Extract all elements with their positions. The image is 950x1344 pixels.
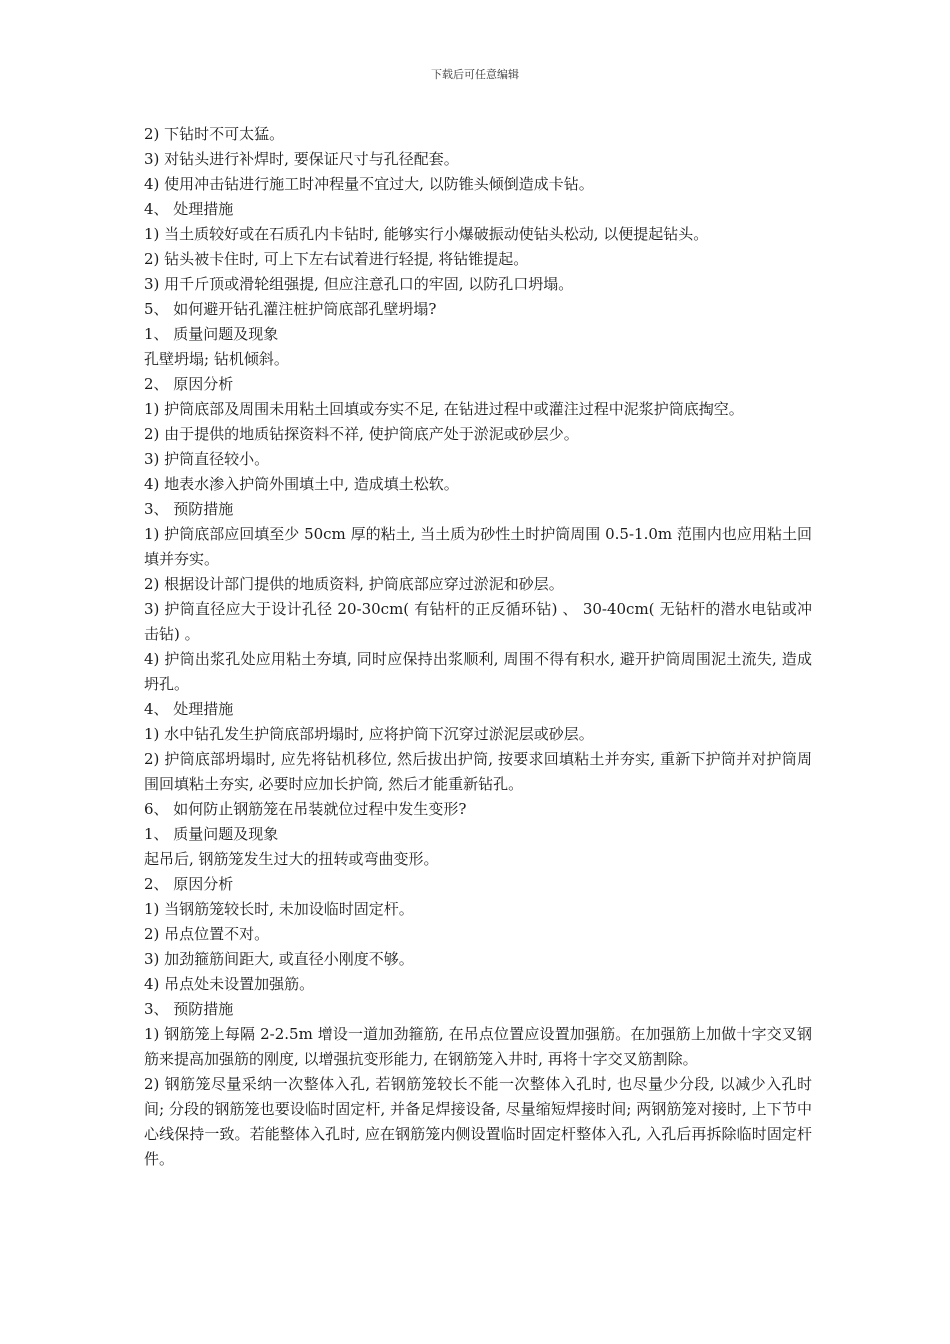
section-heading: 3、 预防措施 — [144, 1000, 234, 1018]
text-paragraph: 3) 护筒直径应大于设计孔径 20-30cm( 有钻杆的正反循环钻) 、 30-40cm( 无钻杆的潜水电钻或冲击钻) 。 — [144, 600, 812, 643]
section-heading: 2、 原因分析 — [144, 375, 234, 393]
text-line: 3) 护筒直径较小。 — [144, 450, 270, 468]
section-heading: 3、 预防措施 — [144, 500, 234, 518]
text-paragraph: 2) 钢筋笼尽量采纳一次整体入孔, 若钢筋笼较长不能一次整体入孔时, 也尽量少分段, 以减少入孔时间; 分段的钢筋笼也要设临时固定杆, 并备足焊接设备, 尽量缩短焊接时间; 两钢筋笼对接时, 上下节中心线保持一致。若能整体入孔时, 应在钢筋笼内侧设置临时固定杆整体入孔, 入孔后再拆除临时固定杆件。 — [144, 1075, 812, 1168]
text-line: 3) 用千斤顶或滑轮组强提, 但应注意孔口的牢固, 以防孔口坍塌。 — [144, 275, 574, 293]
text-line: 4) 吊点处未设置加强筋。 — [144, 975, 315, 993]
text-line: 2) 根据设计部门提供的地质资料, 护筒底部应穿过淤泥和砂层。 — [144, 575, 564, 593]
section-heading: 4、 处理措施 — [144, 700, 234, 718]
section-heading: 4、 处理措施 — [144, 200, 234, 218]
text-line: 3) 对钻头进行补焊时, 要保证尺寸与孔径配套。 — [144, 150, 459, 168]
text-line: 4) 使用冲击钻进行施工时冲程量不宜过大, 以防锥头倾倒造成卡钻。 — [144, 175, 594, 193]
document-body — [144, 122, 812, 1172]
question-heading: 6、 如何防止钢筋笼在吊装就位过程中发生变形? — [144, 800, 467, 818]
section-heading: 2、 原因分析 — [144, 875, 234, 893]
text-line: 2) 下钻时不可太猛。 — [144, 125, 285, 143]
text-paragraph: 1) 护筒底部及周围未用粘土回填或夯实不足, 在钻进过程中或灌注过程中泥浆护筒底掏空。 — [144, 400, 744, 418]
text-line: 3) 加劲箍筋间距大, 或直径小刚度不够。 — [144, 950, 414, 968]
text-line: 1) 水中钻孔发生护筒底部坍塌时, 应将护筒下沉穿过淤泥层或砂层。 — [144, 725, 594, 743]
text-paragraph: 1) 钢筋笼上每隔 2-2.5m 增设一道加劲箍筋, 在吊点位置应设置加强筋。在加强筋上加做十字交叉钢筋来提高加强筋的刚度, 以增强抗变形能力, 在钢筋笼入井时, 再将十字交叉筋割除。 — [144, 1025, 812, 1068]
text-line: 4) 地表水渗入护筒外围填土中, 造成填土松软。 — [144, 475, 459, 493]
text-line: 1) 当土质较好或在石质孔内卡钻时, 能够实行小爆破振动使钻头松动, 以便提起钻头。 — [144, 225, 709, 243]
section-heading: 1、 质量问题及现象 — [144, 825, 279, 843]
page-header: 下载后可任意编辑 — [431, 68, 519, 81]
section-heading: 1、 质量问题及现象 — [144, 325, 279, 343]
text-paragraph: 1) 护筒底部应回填至少 50cm 厚的粘土, 当土质为砂性土时护筒周围 0.5-1.0m 范围内也应用粘土回填并夯实。 — [144, 525, 812, 568]
text-line: 2) 由于提供的地质钻探资料不祥, 使护筒底产处于淤泥或砂层少。 — [144, 425, 579, 443]
text-line: 1) 当钢筋笼较长时, 未加设临时固定杆。 — [144, 900, 414, 918]
question-heading: 5、 如何避开钻孔灌注桩护筒底部孔壁坍塌? — [144, 300, 437, 318]
text-line: 起吊后, 钢筋笼发生过大的扭转或弯曲变形。 — [144, 850, 439, 868]
text-line: 孔壁坍塌; 钻机倾斜。 — [144, 350, 289, 368]
text-line: 2) 吊点位置不对。 — [144, 925, 270, 943]
text-line: 2) 钻头被卡住时, 可上下左右试着进行轻提, 将钻锥提起。 — [144, 250, 529, 268]
text-paragraph: 2) 护筒底部坍塌时, 应先将钻机移位, 然后拔出护筒, 按要求回填粘土并夯实, 重新下护筒并对护筒周围回填粘土夯实, 必要时应加长护筒, 然后才能重新钻孔。 — [144, 750, 812, 793]
text-paragraph: 4) 护筒出浆孔处应用粘土夯填, 同时应保持出浆顺利, 周围不得有积水, 避开护筒周围泥土流失, 造成坍孔。 — [144, 650, 812, 693]
